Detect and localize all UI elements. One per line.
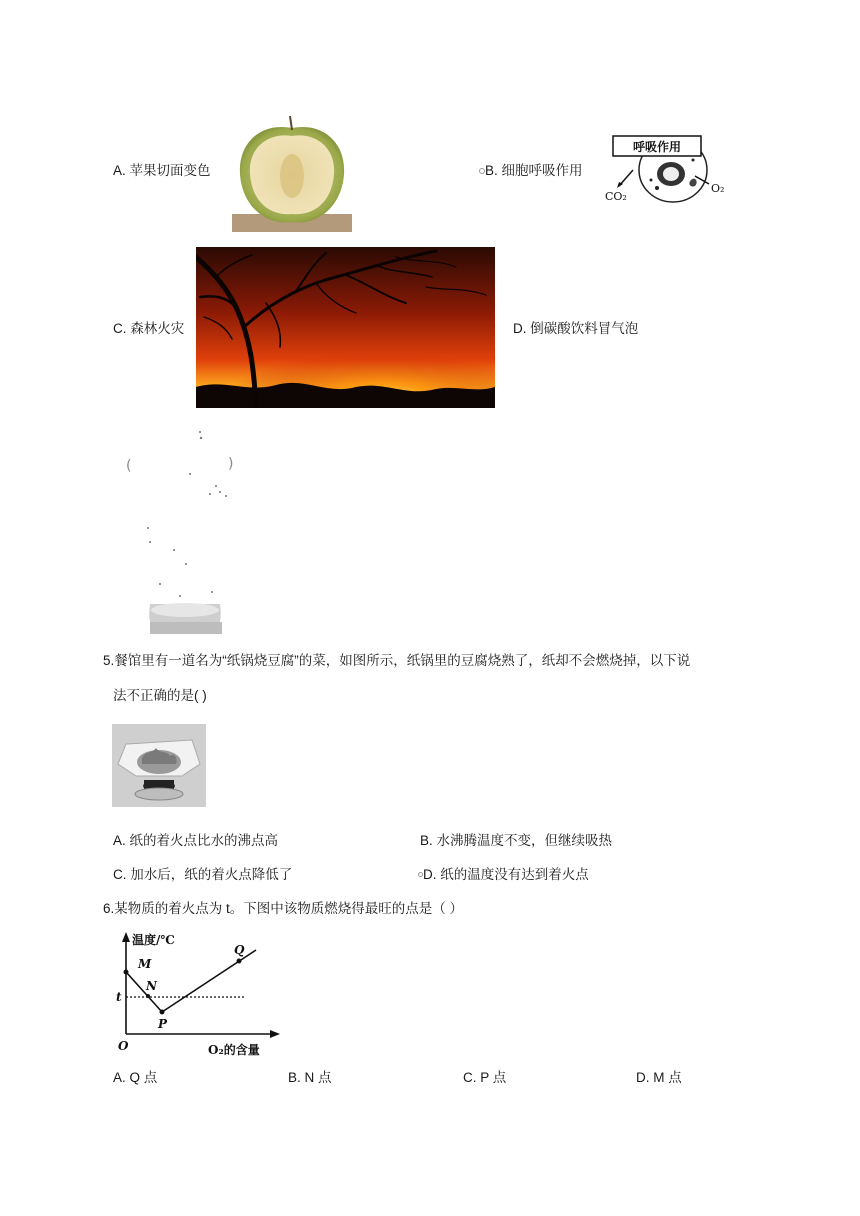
- q5-option-c[interactable]: C. 加水后，纸的着火点降低了: [113, 867, 293, 882]
- graph-origin-label: O: [118, 1039, 129, 1053]
- q4-option-c[interactable]: C. 森林火灾: [113, 321, 185, 336]
- apple-image: [232, 114, 352, 232]
- respiration-diagram: [603, 130, 729, 206]
- q6-option-d[interactable]: D. M 点: [636, 1070, 682, 1085]
- graph-y-label: 温度/℃: [132, 933, 175, 947]
- q4-option-b[interactable]: B. 细胞呼吸作用: [485, 163, 583, 178]
- q6-graph: [114, 928, 290, 1058]
- co2-label: CO₂: [605, 190, 627, 203]
- svg-text:): ): [228, 456, 234, 472]
- q4-option-a[interactable]: A. 苹果切面变色: [113, 163, 211, 178]
- o2-label: O₂: [711, 182, 725, 195]
- q6-stem: 6.某物质的着火点为 t。下图中该物质燃烧得最旺的点是（ ）: [103, 901, 464, 916]
- graph-t-label: t: [116, 990, 122, 1004]
- soda-glass-image: [120, 424, 248, 636]
- q5-option-b[interactable]: B. 水沸腾温度不变，但继续吸热: [420, 833, 613, 848]
- graph-point-n: N: [146, 979, 157, 993]
- paper-pot-image: [112, 724, 206, 807]
- q6-option-a[interactable]: A. Q 点: [113, 1070, 158, 1085]
- graph-point-q: Q: [234, 943, 245, 957]
- respiration-label: 呼吸作用: [632, 140, 682, 154]
- svg-text:(: (: [126, 458, 132, 474]
- q5-stem-line1: 5.餐馆里有一道名为“纸锅烧豆腐”的菜，如图所示，纸锅里的豆腐烧熟了，纸却不会燃烧掉，以下说: [103, 653, 691, 668]
- q6-option-c[interactable]: C. P 点: [463, 1070, 507, 1085]
- q5-option-d[interactable]: D. 纸的温度没有达到着火点: [423, 867, 589, 882]
- graph-x-label: O₂的含量: [208, 1043, 260, 1057]
- q4-option-d[interactable]: D. 倒碳酸饮料冒气泡: [513, 321, 639, 336]
- graph-point-m: M: [138, 957, 152, 971]
- q6-option-b[interactable]: B. N 点: [288, 1070, 332, 1085]
- forest-fire-image: [196, 247, 495, 408]
- q5-option-a[interactable]: A. 纸的着火点比水的沸点高: [113, 833, 279, 848]
- q5-stem-line2: 法不正确的是( ): [113, 688, 207, 703]
- graph-point-p: P: [158, 1017, 168, 1031]
